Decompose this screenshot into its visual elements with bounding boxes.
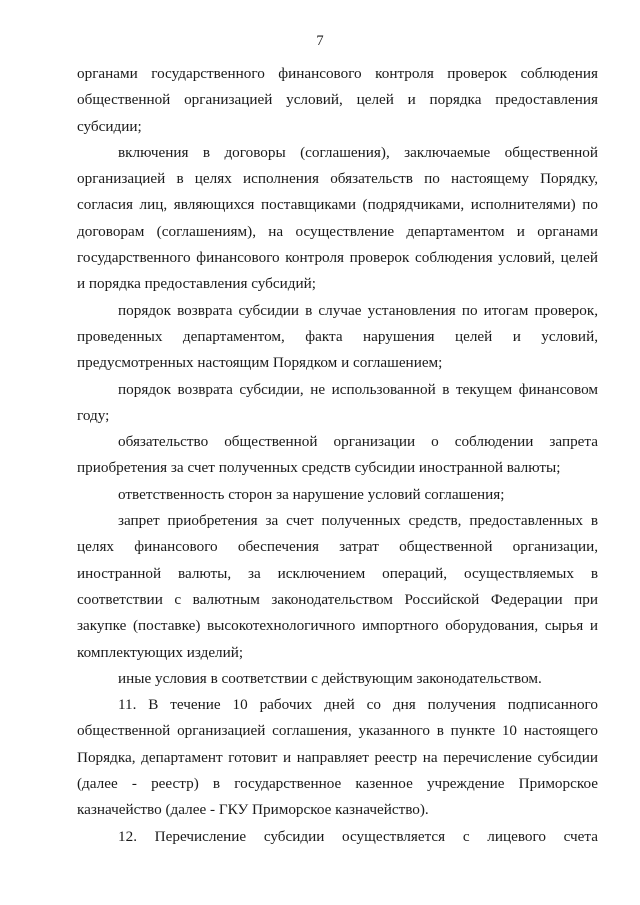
paragraph-return-unused: порядок возврата субсидии, не использованной в текущем финансовом году; bbox=[77, 380, 598, 424]
paragraph-currency-prohibition: запрет приобретения за счет полученных средств, предоставленных в целях финансового обеспечения затрат общественной организации, иностранной валюты, за исключением операций, осуществляемых в соответствии с валютным законодательством Российской Федерации при закупке (поставке) высокотехнологичного импортного оборудования, сырья и комплектующих изделий; bbox=[77, 512, 598, 661]
paragraph-other-conditions: иные условия в соответствии с действующим законодательством. bbox=[118, 669, 542, 687]
paragraph-contract-consent: включения в договоры (соглашения), заключаемые общественной организацией в целях исполнения обязательств по настоящему Порядку, согласия лиц, являющихся поставщиками (подрядчиками, исполнителями) по договорам (соглашениям), на осуществление департаментом и органами государственного финансового контроля проверок соблюдения условий, целей и порядка предоставления субсидий; bbox=[77, 143, 598, 293]
page-number: 7 bbox=[316, 33, 324, 49]
paragraph-clause-11: 11. В течение 10 рабочих дней со дня получения подписанного общественной организацией соглашения, указанного в пункте 10 настоящего Порядка, департамент готовит и направляет реестр на перечисление субсидии (далее - реестр) в государственное казенное учреждение Приморское казначейство (далее - ГКУ Приморское казначейство). bbox=[77, 696, 598, 819]
document-body bbox=[77, 61, 598, 850]
paragraph-currency-obligation: обязательство общественной организации о соблюдении запрета приобретения за счет полученных средств субсидии иностранной валюты; bbox=[77, 433, 598, 477]
paragraph-liability: ответственность сторон за нарушение условий соглашения; bbox=[118, 485, 505, 503]
paragraph-return-on-violation: порядок возврата субсидии в случае установления по итогам проверок, проведенных департаментом, факта нарушения целей и условий, предусмотренных настоящим Порядком и соглашением; bbox=[77, 301, 598, 372]
paragraph-continuation: органами государственного финансового контроля проверок соблюдения общественной организацией условий, целей и порядка предоставления субсидии; bbox=[77, 65, 598, 135]
paragraph-clause-12: 12. Перечисление субсидии осуществляется с лицевого счета bbox=[118, 827, 598, 845]
